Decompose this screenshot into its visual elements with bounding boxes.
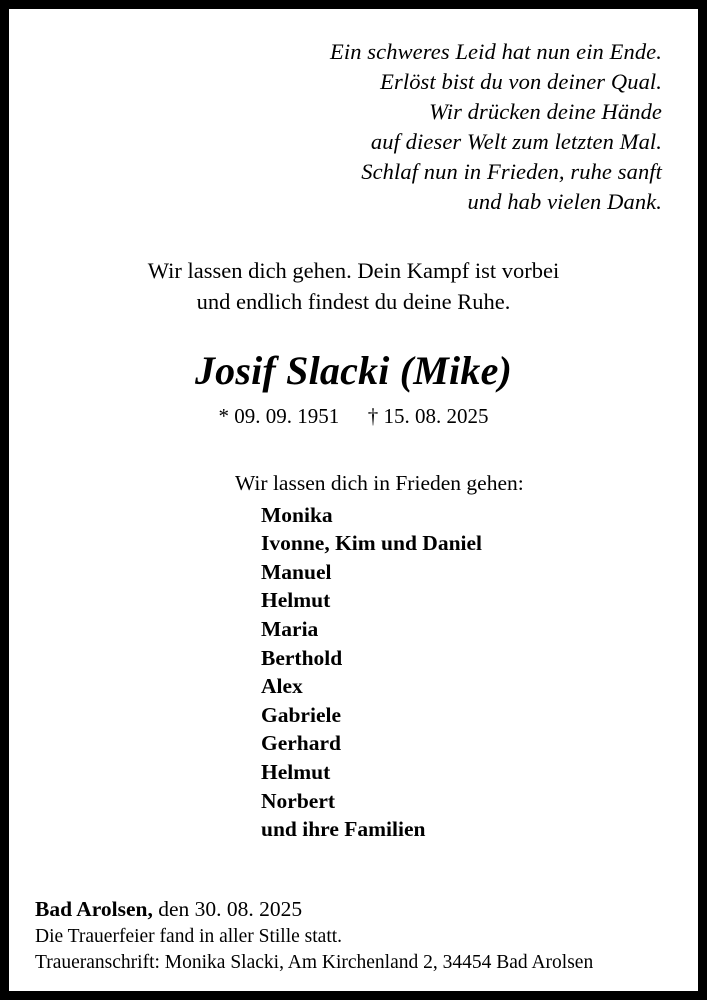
ceremony-note: Die Trauerfeier fand in aller Stille statt. (35, 926, 343, 948)
list-item: Gabriele (261, 702, 342, 727)
place-name: Bad Arolsen, (35, 897, 153, 922)
farewell-line: Wir lassen dich gehen. Dein Kampf ist vorbei (147, 257, 560, 283)
list-item: Helmut (261, 759, 331, 784)
notice-date: den 30. 08. 2025 (152, 897, 303, 922)
list-item: Gerhard (261, 731, 342, 756)
verse-line: und hab vielen Dank. (467, 188, 662, 214)
life-dates (35, 404, 672, 429)
footer-block (35, 897, 672, 975)
list-item: Helmut (261, 588, 331, 613)
mourners-intro: Wir lassen dich in Frieden gehen: (235, 470, 524, 495)
mourners-block (35, 471, 672, 844)
deceased-name: Josif Slacki (Mike) (194, 347, 513, 393)
list-item: Norbert (261, 788, 336, 813)
address-note: Traueranschrift: Monika Slacki, Am Kirchenland 2, 34454 Bad Arolsen (35, 951, 594, 973)
verse-block (35, 37, 662, 217)
list-item: Berthold (261, 645, 343, 670)
death-date: † 15. 08. 2025 (367, 403, 489, 428)
farewell-line: und endlich findest du deine Ruhe. (196, 288, 511, 314)
list-item: und ihre Familien (261, 817, 426, 842)
birth-date: * 09. 09. 1951 (218, 403, 340, 428)
list-item: Manuel (261, 559, 332, 584)
list-item: Ivonne, Kim und Daniel (261, 531, 483, 556)
list-item: Alex (261, 674, 303, 699)
verse-line: Erlöst bist du von deiner Qual. (380, 68, 662, 94)
place-and-date (35, 897, 672, 922)
mourners-list (231, 501, 672, 844)
verse-line: Schlaf nun in Frieden, ruhe sanft (361, 158, 662, 184)
verse-line: Wir drücken deine Hände (429, 98, 662, 124)
verse-line: Ein schweres Leid hat nun ein Ende. (330, 39, 662, 64)
list-item: Monika (261, 502, 333, 527)
farewell-block (35, 255, 672, 317)
verse-line: auf dieser Welt zum letzten Mal. (370, 128, 662, 154)
list-item: Maria (261, 617, 319, 641)
